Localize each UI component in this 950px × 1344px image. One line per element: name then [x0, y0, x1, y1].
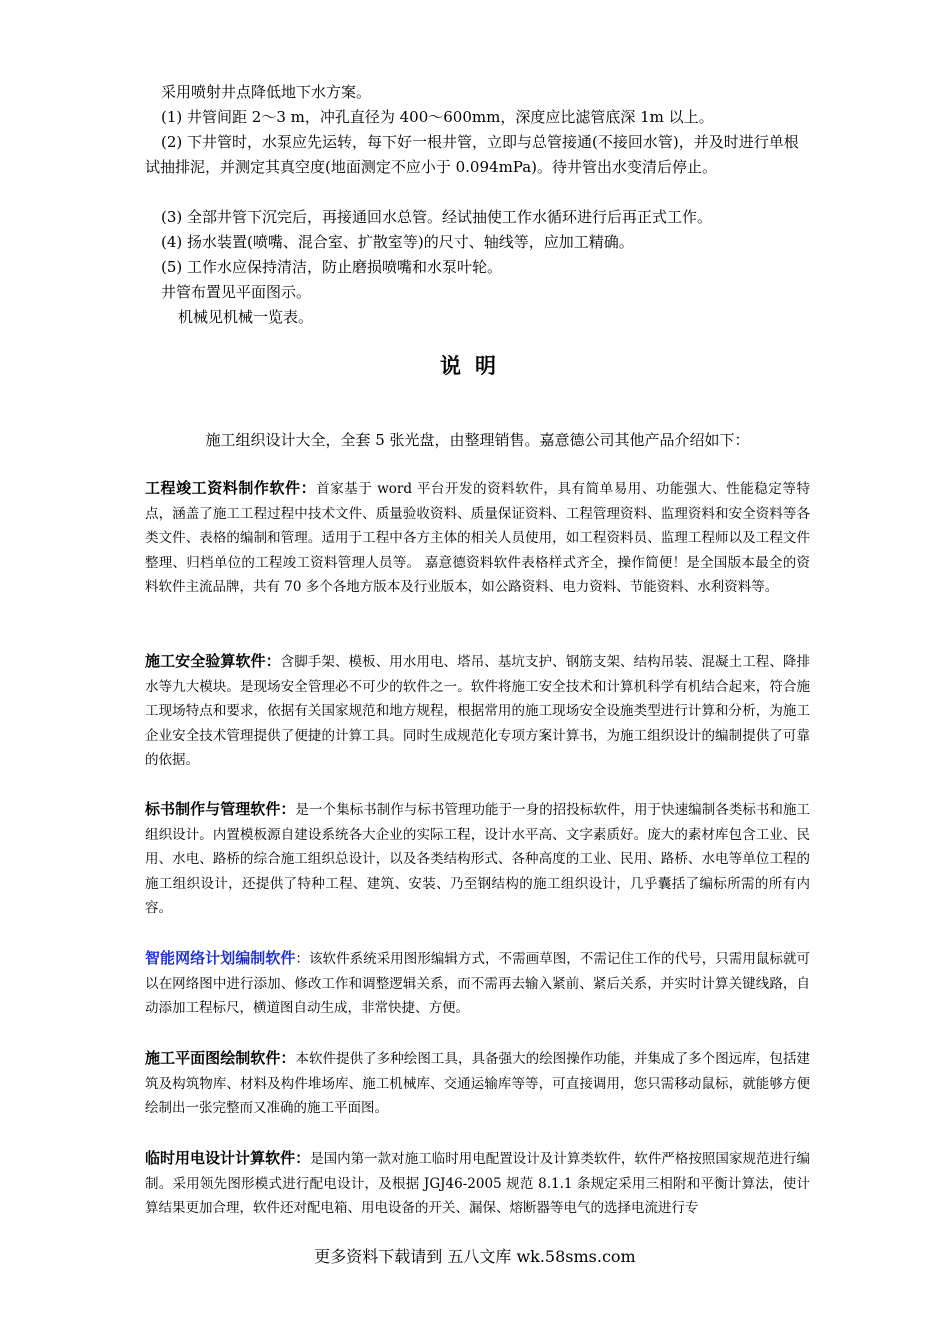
product-heading: 施工平面图绘制软件： — [145, 1049, 296, 1067]
paragraph-item-4: (4) 扬水装置(喷嘴、混合室、扩散室等)的尺寸、轴线等，应加工精确。 — [161, 233, 634, 251]
paragraph-item-5: (5) 工作水应保持清洁，防止磨损喷嘴和水泵叶轮。 — [161, 258, 503, 276]
product-description: 是一个集标书制作与标书管理功能于一身的招投标软件，用于快速编制各类标书和施工组织设计。内置模板源自建设系统各大企业的实际工程，设计水平高、文字素质好。庞大的素材库包含工业、民用、水电、路桥的综合施工组织总设计，以及各类结构形式、各种高度的工业、民用、路桥、水电等单位工程的施工组织设计，还提供了特种工程、建筑、安装、乃至钢结构的施工组织设计，几乎囊括了编标所需的所有内容。 — [145, 802, 810, 916]
paragraph-item-1: (1) 井管间距 2～3 m，冲孔直径为 400～600mm，深度应比滤管底深 1m 以上。 — [161, 108, 714, 126]
paragraph-item-3: (3) 全部井管下沉完后，再接通回水总管。经试抽使工作水循环进行后再正式工作。 — [161, 208, 713, 226]
product-heading: 施工安全验算软件： — [145, 652, 281, 670]
product-description: 本软件提供了多种绘图工具，具备强大的绘图操作功能，并集成了多个图远库，包括建筑及构筑物库、材料及构件堆场库、施工机械库、交通运输库等等，可直接调用，您只需移动鼠标，就能够方便绘制出一张完整而又准确的施工平面图。 — [145, 1051, 810, 1116]
product-section-completion-docs — [145, 476, 810, 600]
product-description: 首家基于 word 平台开发的资料软件，具有简单易用、功能强大、性能稳定等特点，涵盖了施工工程过程中技术文件、质量验收资料、质量保证资料、工程管理资料、监理资料和安全资料等各类文件、表格的编制和管理。适用于工程中各方主体的相关人员使用，如工程资料员、监理工程师以及工程文件整理、归档单位的工程竣工资料管理人员等。 嘉意德资料软件表格样式齐全，操作简便！是全国版本最全的资料软件主流品牌，共有 70 多个各地方版本及行业版本，如公路资料、电力资料、节能资料、水利资料等。 — [145, 481, 810, 595]
product-description: ：该软件系统采用图形编辑方式，不需画草图，不需记住工作的代号，只需用鼠标就可以在网络图中进行添加、修改工作和调整逻辑关系，而不需再去输入紧前、紧后关系，并实时计算关键线路，自动添加工程标尺，横道图自动生成，非常快捷、方便。 — [145, 951, 810, 1016]
product-section-bid-docs — [145, 797, 810, 921]
intro-paragraph: 施工组织设计大全，全套 5 张光盘，由整理销售。嘉意德公司其他产品介绍如下： — [205, 431, 750, 449]
paragraph-item-2: (2) 下井管时，水泵应先运转，每下好一根井管，立即与总管接通(不接回水管)，并及时进行单根试抽排泥，并测定其真空度(地面测定不应小于 0.094mPa)。待井管出水变清后停止。 — [145, 133, 799, 176]
product-heading: 标书制作与管理软件： — [145, 800, 296, 818]
product-section-temp-power — [145, 1146, 810, 1221]
product-heading: 智能网络计划编制软件 — [145, 949, 296, 967]
paragraph-well-layout: 井管布置见平面图示。 — [161, 283, 312, 301]
product-heading: 临时用电设计计算软件： — [145, 1149, 311, 1167]
paragraph-machinery: 机械见机械一览表。 — [178, 308, 314, 326]
product-section-site-plan — [145, 1046, 810, 1121]
section-title: 说明 — [440, 353, 510, 378]
product-heading: 工程竣工资料制作软件： — [145, 479, 317, 497]
product-description: 是国内第一款对施工临时用电配置设计及计算类软件，软件严格按照国家规范进行编制。采用领先图形模式进行配电设计，及根据 JGJ46-2005 规范 8.1.1 条规定采用三相附和平衡计算法，使计算结果更加合理，软件还对配电箱、用电设备的开关、漏保、熔断器等电气的选择电流进行专 — [145, 1151, 810, 1216]
product-section-safety-calc — [145, 649, 810, 773]
footer-download-link[interactable]: 更多资料下载请到 五八文库 wk.58sms.com — [314, 1247, 636, 1266]
product-section-network-plan — [145, 946, 810, 1021]
product-description: 含脚手架、模板、用水用电、塔吊、基坑支护、钢筋支架、结构吊装、混凝土工程、降排水等九大模块。是现场安全管理必不可少的软件之一。软件将施工安全技术和计算机科学有机结合起来，符合施工现场特点和要求，依据有关国家规范和地方规程，根据常用的施工现场安全设施类型进行计算和分析，为施工企业安全技术管理提供了便捷的计算工具。同时生成规范化专项方案计算书，为施工组织设计的编制提供了可靠的依据。 — [145, 654, 810, 768]
paragraph-intro-plan: 采用喷射井点降低地下水方案。 — [161, 83, 372, 101]
